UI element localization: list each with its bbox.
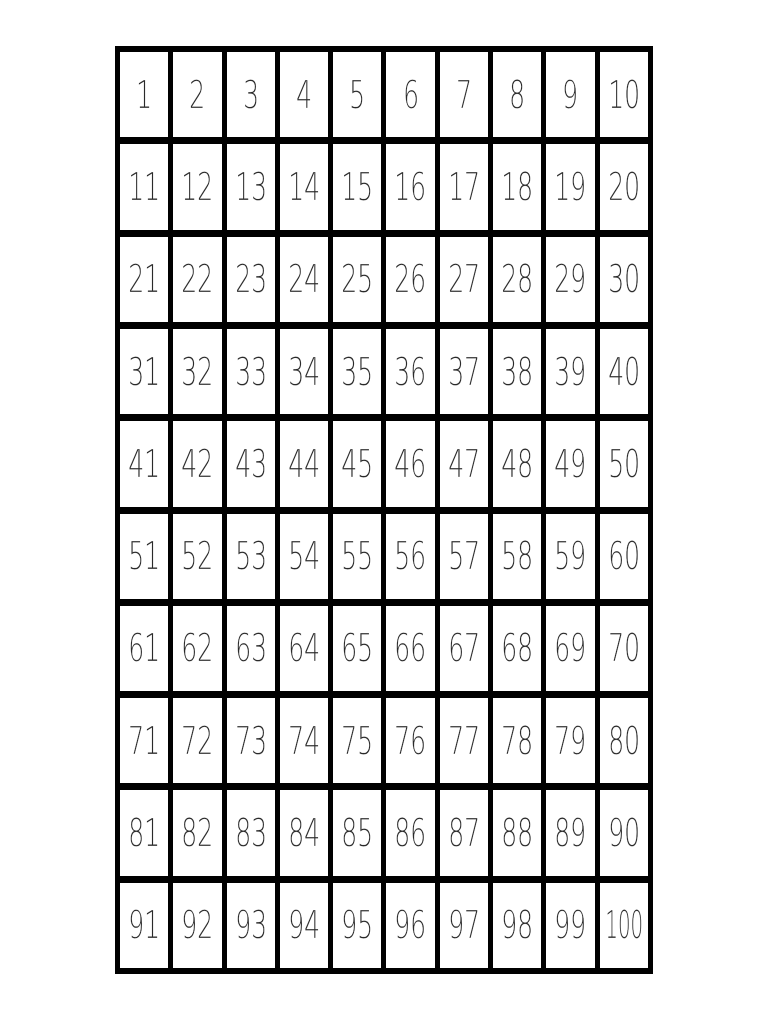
number-cell [600, 52, 648, 137]
number-cell [386, 883, 434, 968]
number-label: 76 [394, 718, 427, 763]
number-label: 60 [607, 534, 640, 579]
number-label: 39 [554, 349, 587, 394]
number-cell [440, 237, 488, 322]
hundred-chart-grid [115, 46, 653, 974]
number-label: 3 [242, 72, 259, 117]
number-cell [173, 237, 221, 322]
number-label: 21 [128, 257, 161, 302]
number-cell [493, 237, 541, 322]
number-label: 40 [607, 349, 640, 394]
number-cell [440, 52, 488, 137]
number-cell [120, 514, 168, 599]
number-label: 93 [234, 903, 267, 948]
number-label: 85 [341, 811, 374, 856]
number-cell [173, 514, 221, 599]
number-label: 4 [296, 72, 313, 117]
number-label: 80 [607, 718, 640, 763]
number-label: 96 [394, 903, 427, 948]
number-cell [120, 606, 168, 691]
number-label: 26 [394, 257, 427, 302]
number-cell [440, 883, 488, 968]
number-cell [173, 144, 221, 229]
number-label: 29 [554, 257, 587, 302]
number-cell [227, 606, 275, 691]
number-cell [440, 329, 488, 414]
number-cell [333, 144, 381, 229]
number-cell [227, 698, 275, 783]
number-label: 10 [607, 72, 640, 117]
number-label: 58 [501, 534, 534, 579]
number-cell [493, 698, 541, 783]
number-cell [386, 237, 434, 322]
number-cell [173, 52, 221, 137]
number-cell [440, 698, 488, 783]
number-cell [600, 144, 648, 229]
number-label: 1 [136, 72, 153, 117]
number-cell [227, 790, 275, 875]
number-cell [440, 790, 488, 875]
number-label: 71 [128, 718, 161, 763]
number-cell [227, 883, 275, 968]
number-label: 28 [501, 257, 534, 302]
number-label: 81 [128, 811, 161, 856]
number-cell [600, 421, 648, 506]
number-label: 83 [234, 811, 267, 856]
number-label: 52 [181, 534, 214, 579]
number-cell [227, 329, 275, 414]
number-cell [386, 606, 434, 691]
number-label: 55 [341, 534, 374, 579]
number-cell [227, 52, 275, 137]
number-cell [333, 52, 381, 137]
number-label: 9 [562, 72, 579, 117]
number-label: 19 [554, 164, 587, 209]
number-cell [227, 421, 275, 506]
number-label: 62 [181, 626, 214, 671]
number-cell [173, 329, 221, 414]
number-cell [280, 698, 328, 783]
number-cell [120, 883, 168, 968]
number-label: 2 [189, 72, 206, 117]
number-label: 38 [501, 349, 534, 394]
number-cell [173, 606, 221, 691]
number-label: 66 [394, 626, 427, 671]
number-cell [386, 329, 434, 414]
number-cell [227, 514, 275, 599]
number-label: 46 [394, 441, 427, 486]
number-cell [227, 144, 275, 229]
number-label: 53 [234, 534, 267, 579]
number-cell [493, 329, 541, 414]
number-label: 77 [447, 718, 480, 763]
number-label: 84 [288, 811, 320, 856]
number-label: 63 [234, 626, 267, 671]
number-label: 75 [341, 718, 374, 763]
number-cell [600, 606, 648, 691]
number-cell [173, 421, 221, 506]
number-label: 22 [181, 257, 214, 302]
number-cell [546, 883, 594, 968]
number-cell [120, 421, 168, 506]
number-label: 100 [604, 903, 643, 948]
number-label: 82 [181, 811, 214, 856]
number-cell [600, 883, 648, 968]
number-cell [493, 144, 541, 229]
number-label: 73 [234, 718, 267, 763]
number-label: 32 [181, 349, 214, 394]
number-cell [493, 421, 541, 506]
number-label: 69 [554, 626, 587, 671]
number-label: 65 [341, 626, 374, 671]
number-cell [120, 790, 168, 875]
number-cell [120, 329, 168, 414]
number-label: 74 [288, 718, 320, 763]
number-label: 37 [447, 349, 480, 394]
number-label: 90 [607, 811, 640, 856]
number-cell [280, 237, 328, 322]
number-label: 30 [607, 257, 640, 302]
number-label: 17 [447, 164, 480, 209]
number-label: 41 [128, 441, 161, 486]
number-cell [546, 790, 594, 875]
number-label: 94 [288, 903, 320, 948]
number-cell [386, 514, 434, 599]
number-cell [120, 144, 168, 229]
number-label: 49 [554, 441, 587, 486]
number-label: 87 [447, 811, 480, 856]
number-cell [386, 421, 434, 506]
number-cell [333, 698, 381, 783]
number-cell [600, 329, 648, 414]
number-cell [493, 606, 541, 691]
number-label: 61 [128, 626, 161, 671]
number-cell [546, 421, 594, 506]
number-label: 72 [181, 718, 214, 763]
number-cell [173, 883, 221, 968]
number-label: 34 [288, 349, 320, 394]
number-cell [546, 237, 594, 322]
number-cell [546, 514, 594, 599]
number-cell [493, 514, 541, 599]
number-cell [546, 52, 594, 137]
number-label: 35 [341, 349, 374, 394]
number-label: 70 [607, 626, 640, 671]
number-cell [227, 237, 275, 322]
number-label: 89 [554, 811, 587, 856]
number-cell [120, 52, 168, 137]
number-label: 78 [501, 718, 534, 763]
number-label: 14 [288, 164, 320, 209]
number-label: 5 [349, 72, 366, 117]
number-label: 12 [181, 164, 214, 209]
number-label: 91 [128, 903, 161, 948]
number-cell [280, 883, 328, 968]
number-label: 98 [501, 903, 534, 948]
number-label: 51 [128, 534, 161, 579]
number-cell [280, 329, 328, 414]
number-label: 33 [234, 349, 267, 394]
number-cell [280, 790, 328, 875]
number-label: 18 [501, 164, 534, 209]
number-cell [173, 698, 221, 783]
number-label: 68 [501, 626, 534, 671]
number-label: 6 [402, 72, 419, 117]
number-label: 15 [341, 164, 374, 209]
number-cell [546, 698, 594, 783]
number-label: 99 [554, 903, 587, 948]
number-label: 95 [341, 903, 374, 948]
number-cell [493, 52, 541, 137]
number-cell [333, 237, 381, 322]
number-cell [333, 790, 381, 875]
number-label: 7 [455, 72, 472, 117]
number-label: 24 [288, 257, 320, 302]
number-cell [386, 52, 434, 137]
number-cell [333, 606, 381, 691]
number-label: 50 [607, 441, 640, 486]
number-cell [600, 237, 648, 322]
number-cell [493, 883, 541, 968]
number-cell [386, 698, 434, 783]
number-label: 97 [447, 903, 480, 948]
number-cell [120, 698, 168, 783]
number-label: 27 [447, 257, 480, 302]
number-cell [546, 144, 594, 229]
number-cell [546, 329, 594, 414]
number-label: 59 [554, 534, 587, 579]
number-cell [600, 790, 648, 875]
number-label: 47 [447, 441, 480, 486]
number-cell [333, 514, 381, 599]
number-label: 92 [181, 903, 214, 948]
number-cell [280, 421, 328, 506]
number-label: 13 [234, 164, 267, 209]
number-cell [546, 606, 594, 691]
number-cell [600, 698, 648, 783]
number-label: 56 [394, 534, 427, 579]
number-cell [280, 514, 328, 599]
number-label: 67 [447, 626, 480, 671]
number-cell [440, 144, 488, 229]
number-label: 57 [447, 534, 480, 579]
number-cell [120, 237, 168, 322]
number-cell [440, 514, 488, 599]
number-label: 54 [288, 534, 320, 579]
number-label: 20 [607, 164, 640, 209]
number-cell [280, 144, 328, 229]
number-label: 36 [394, 349, 427, 394]
number-label: 43 [234, 441, 267, 486]
number-cell [280, 606, 328, 691]
number-label: 11 [128, 164, 161, 209]
number-label: 86 [394, 811, 427, 856]
number-label: 16 [394, 164, 427, 209]
number-cell [600, 514, 648, 599]
number-cell [333, 329, 381, 414]
number-cell [386, 144, 434, 229]
number-label: 44 [288, 441, 320, 486]
number-label: 8 [509, 72, 526, 117]
number-label: 31 [128, 349, 161, 394]
number-cell [386, 790, 434, 875]
number-cell [493, 790, 541, 875]
number-cell [280, 52, 328, 137]
number-label: 23 [234, 257, 267, 302]
number-label: 48 [501, 441, 534, 486]
number-label: 88 [501, 811, 534, 856]
number-cell [173, 790, 221, 875]
number-cell [333, 883, 381, 968]
number-label: 64 [288, 626, 320, 671]
number-cell [440, 421, 488, 506]
number-label: 25 [341, 257, 374, 302]
number-label: 79 [554, 718, 587, 763]
number-label: 45 [341, 441, 374, 486]
number-label: 42 [181, 441, 214, 486]
number-cell [440, 606, 488, 691]
number-cell [333, 421, 381, 506]
